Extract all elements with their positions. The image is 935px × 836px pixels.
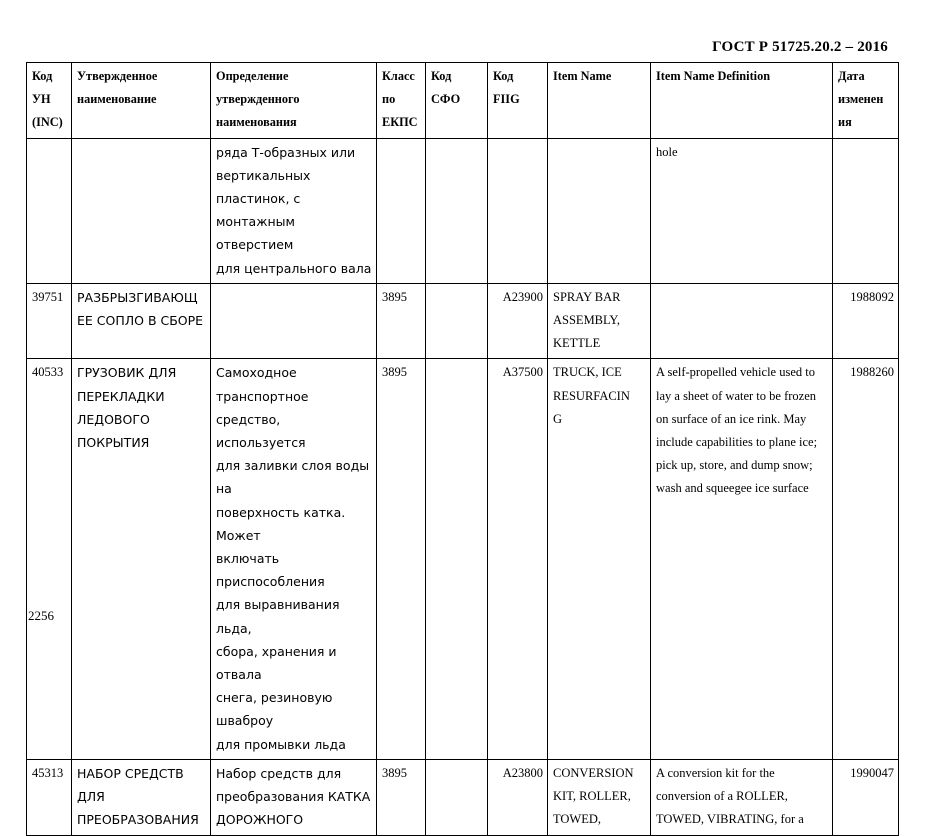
- cell-date: [833, 138, 899, 283]
- cell-item-definition: A self-propelled vehicle used to lay a sheet of water to be frozen on surface of an ice rink. May include capabilities to plane ice; pick up, store, and dump snow; wash and squeegee ice surface: [651, 359, 833, 759]
- cell-definition: Набор средств для преобразования КАТКА ДОРОЖНОГО: [211, 759, 377, 835]
- cell-inc: [27, 138, 72, 283]
- cell-item-definition: A conversion kit for the conversion of a ROLLER, TOWED, VIBRATING, for a: [651, 759, 833, 835]
- cell-definition: [211, 283, 377, 359]
- cell-approved-name: НАБОР СРЕДСТВ ДЛЯ ПРЕОБРАЗОВАНИЯ: [72, 759, 211, 835]
- col-header-fiig: Код FIIG: [488, 63, 548, 139]
- table-row: [27, 283, 899, 359]
- col-header-definition: Определение утвержденного наименования: [211, 63, 377, 139]
- cell-sfo: [426, 759, 488, 835]
- cell-date: 1990047: [833, 759, 899, 835]
- cell-item-name: CONVERSION KIT, ROLLER, TOWED,: [548, 759, 651, 835]
- catalog-table: [26, 62, 899, 836]
- cell-item-definition: hole: [651, 138, 833, 283]
- cell-sfo: [426, 138, 488, 283]
- cell-class: [377, 138, 426, 283]
- col-header-item-name: Item Name: [548, 63, 651, 139]
- col-header-class: Класс по ЕКПС: [377, 63, 426, 139]
- cell-date: 1988092: [833, 283, 899, 359]
- cell-fiig: [488, 138, 548, 283]
- cell-class: 3895: [377, 759, 426, 835]
- table-row: [27, 138, 899, 283]
- cell-class: 3895: [377, 359, 426, 759]
- cell-fiig: A37500: [488, 359, 548, 759]
- col-header-sfo: Код СФО: [426, 63, 488, 139]
- cell-approved-name: [72, 138, 211, 283]
- cell-approved-name: РАЗБРЫЗГИВАЮЩ ЕЕ СОПЛО В СБОРЕ: [72, 283, 211, 359]
- col-header-item-definition: Item Name Definition: [651, 63, 833, 139]
- page-number: 2256: [28, 608, 54, 623]
- cell-item-name: TRUCK, ICE RESURFACIN G: [548, 359, 651, 759]
- table-row: [27, 359, 899, 759]
- cell-date: 1988260: [833, 359, 899, 759]
- table-row: [27, 759, 899, 835]
- cell-fiig: A23800: [488, 759, 548, 835]
- cell-inc: 45313: [27, 759, 72, 835]
- cell-sfo: [426, 359, 488, 759]
- cell-class: 3895: [377, 283, 426, 359]
- cell-inc: 40533: [27, 359, 72, 759]
- cell-approved-name: ГРУЗОВИК ДЛЯ ПЕРЕКЛАДКИ ЛЕДОВОГО ПОКРЫТИЯ: [72, 359, 211, 759]
- cell-definition: ряда Т-образных или вертикальных пластинок, с монтажным отверстием для центрального вала: [211, 138, 377, 283]
- cell-definition: Самоходное транспортное средство, используется для заливки слоя воды на поверхность катка. Может включать приспособления для выравнивания льда, сбора, хранения и отвала снега, резиновую шваброу для промывки льда: [211, 359, 377, 759]
- cell-sfo: [426, 283, 488, 359]
- col-header-inc: Код УН (INC): [27, 63, 72, 139]
- col-header-date: Дата изменен ия: [833, 63, 899, 139]
- col-header-approved-name: Утвержденное наименование: [72, 63, 211, 139]
- cell-item-name: SPRAY BAR ASSEMBLY, KETTLE: [548, 283, 651, 359]
- cell-inc: 39751: [27, 283, 72, 359]
- cell-item-definition: [651, 283, 833, 359]
- table-header-row: [27, 63, 899, 139]
- cell-fiig: A23900: [488, 283, 548, 359]
- cell-item-name: [548, 138, 651, 283]
- document-title: ГОСТ Р 51725.20.2 – 2016: [712, 39, 888, 55]
